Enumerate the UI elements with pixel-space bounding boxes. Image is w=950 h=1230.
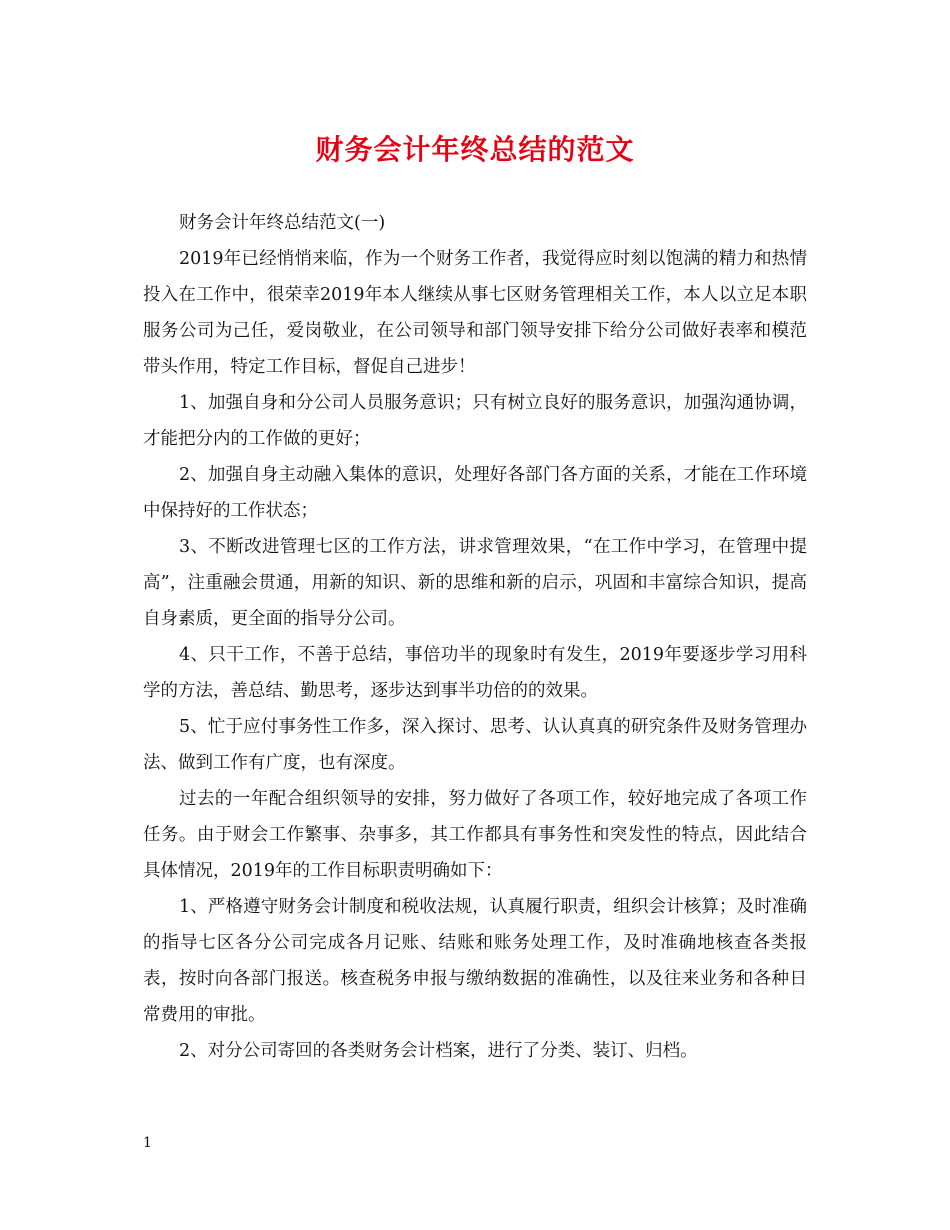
paragraph-item-1: 1、加强自身和分公司人员服务意识；只有树立良好的服务意识，加强沟通协调，才能把分内的工作做的更好； [143,393,807,449]
paragraph-goal-1: 1、严格遵守财务会计制度和税收法规，认真履行职责，组织会计核算；及时准确的指导七区各分公司完成各月记账、结账和账务处理工作，及时准确地核查各类报表，按时向各部门报送。核查税务申报与缴纳数据的准确性，以及往来业务和各种日常费用的审批。 [143,897,807,1025]
document-title: 财务会计年终总结的范文 [315,133,635,166]
paragraph-summary: 过去的一年配合组织领导的安排，努力做好了各项工作，较好地完成了各项工作任务。由于财会工作繁事、杂事多，其工作都具有事务性和突发性的特点，因此结合具体情况，2019年的工作目标职责明确如下： [143,789,807,881]
paragraph-item-3: 3、不断改进管理七区的工作方法，讲求管理效果，“在工作中学习，在管理中提高”，注重融会贯通，用新的知识、新的思维和新的启示，巩固和丰富综合知识，提高自身素质，更全面的指导分公司。 [143,537,807,629]
paragraph-heading: 财务会计年终总结范文(一) [179,213,386,233]
paragraph-goal-2: 2、对分公司寄回的各类财务会计档案，进行了分类、装订、归档。 [179,1041,698,1061]
paragraph-intro: 2019年已经悄悄来临，作为一个财务工作者，我觉得应时刻以饱满的精力和热情投入在工作中，很荣幸2019年本人继续从事七区财务管理相关工作，本人以立足本职服务公司为己任，爱岗敬业，在公司领导和部门领导安排下给分公司做好表率和模范带头作用，特定工作目标，督促自己进步！ [143,249,807,377]
paragraph-item-5: 5、忙于应付事务性工作多，深入探讨、思考、认认真真的研究条件及财务管理办法、做到工作有广度，也有深度。 [143,717,807,773]
document-body [143,205,807,1069]
paragraph-item-2: 2、加强自身主动融入集体的意识，处理好各部门各方面的关系，才能在工作环境中保持好的工作状态； [143,465,807,521]
page-number: 1 [143,1135,152,1151]
paragraph-item-4: 4、只干工作，不善于总结，事倍功半的现象时有发生，2019年要逐步学习用科学的方法，善总结、勤思考，逐步达到事半功倍的的效果。 [143,645,807,701]
